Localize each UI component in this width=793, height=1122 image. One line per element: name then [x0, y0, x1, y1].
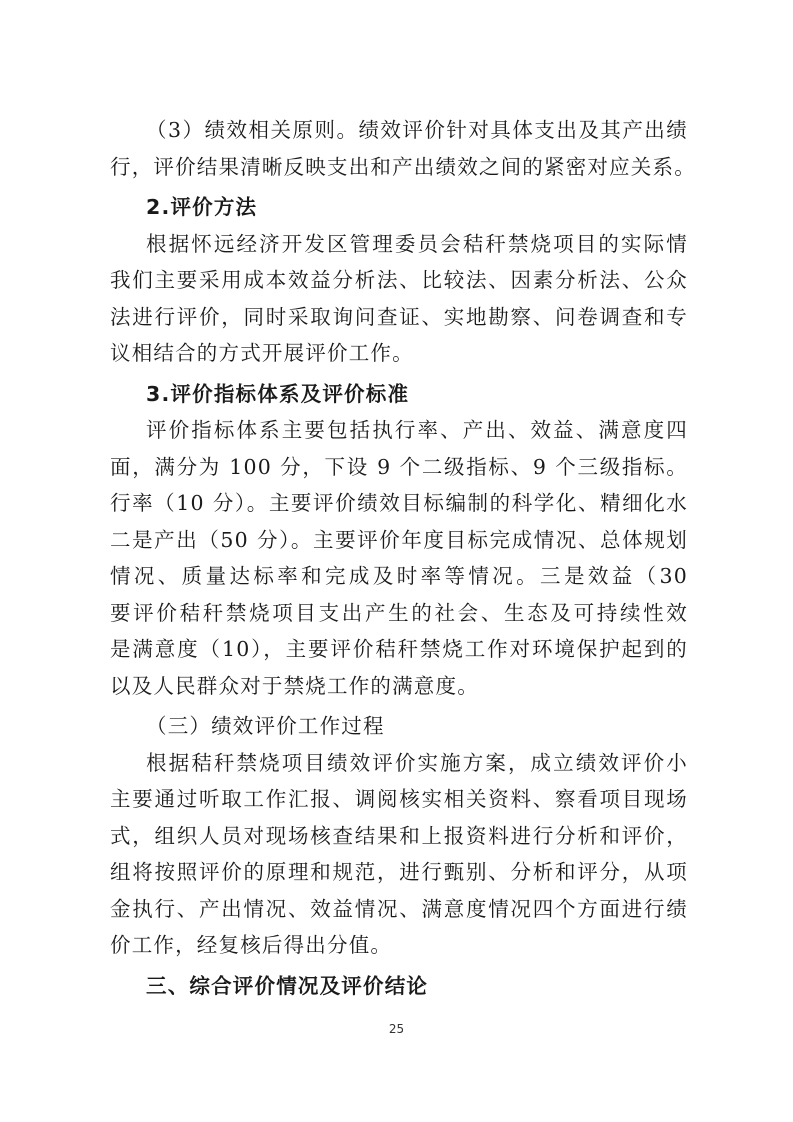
- body-line: 行率（10 分）。主要评价绩效目标编制的科学化、精细化水: [110, 491, 688, 515]
- body-line: （3）绩效相关原则。绩效评价针对具体支出及其产出绩: [146, 118, 688, 142]
- body-line: 议相结合的方式开展评价工作。: [110, 341, 414, 365]
- body-line: 根据怀远经济开发区管理委员会秸秆禁烧项目的实际情: [146, 231, 688, 256]
- body-line: 要评价秸秆禁烧项目支出产生的社会、生态及可持续性效: [110, 600, 688, 625]
- section-heading-evaluation-method: 2.评价方法: [146, 195, 258, 219]
- page-number: 25: [388, 1022, 405, 1036]
- body-line: 组将按照评价的原理和规范，进行甄别、分析和评分，从项: [110, 860, 688, 884]
- body-line: 评价指标体系主要包括执行率、产出、效益、满意度四: [146, 418, 688, 442]
- body-line: 法进行评价，同时采取询问查证、实地勘察、问卷调查和专: [110, 304, 688, 329]
- section-subheading-evaluation-process: （三）绩效评价工作过程: [146, 714, 385, 738]
- body-line: 行，评价结果清晰反映支出和产出绩效之间的紧密对应关系。: [110, 154, 696, 179]
- body-line: 价工作，经复核后得出分值。: [110, 933, 393, 957]
- document-body: [110, 112, 696, 1004]
- section-heading-comprehensive-evaluation: 三、综合评价情况及评价结论: [146, 973, 429, 998]
- body-line: 面，满分为 100 分，下设 9 个二级指标、9 个三级指标。: [110, 454, 688, 479]
- body-line: 以及人民群众对于禁烧工作的满意度。: [110, 673, 479, 698]
- body-line: 式，组织人员对现场核查结果和上报资料进行分析和评价，: [110, 823, 688, 848]
- body-line: 金执行、产出情况、效益情况、满意度情况四个方面进行绩: [110, 896, 688, 921]
- body-line: 情况、质量达标率和完成及时率等情况。三是效益（30: [110, 564, 688, 588]
- body-line: 是满意度（10），主要评价秸秆禁烧工作对环境保护起到的: [110, 637, 688, 661]
- section-heading-indicator-system: 3.评价指标体系及评价标准: [146, 381, 410, 406]
- body-line: 主要通过听取工作汇报、调阅核实相关资料、察看项目现场: [110, 787, 688, 811]
- body-line: 我们主要采用成本效益分析法、比较法、因素分析法、公众: [110, 268, 688, 292]
- body-line: 二是产出（50 分）。主要评价年度目标完成情况、总体规划: [110, 527, 688, 552]
- body-line: 根据秸秆禁烧项目绩效评价实施方案，成立绩效评价小: [146, 750, 688, 775]
